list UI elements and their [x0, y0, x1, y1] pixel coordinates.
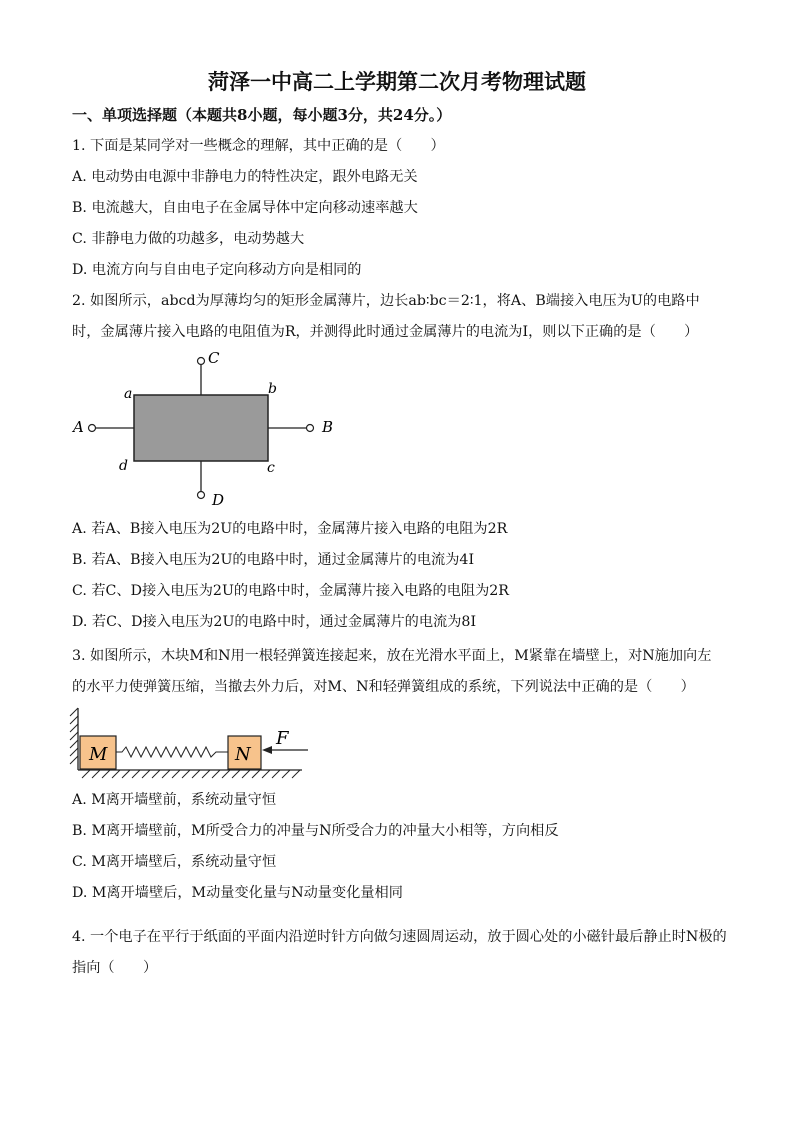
terminal-d [198, 492, 205, 499]
q2-option-b: B. 若A、B接入电压为2U的电路中时，通过金属薄片的电流为4I [72, 552, 475, 568]
spring [116, 747, 228, 757]
q2-stem-line1: 2. 如图所示，abcd为厚薄均匀的矩形金属薄片，边长ab∶bc＝2∶1，将A、B端接入电压为U的电路中 [72, 293, 700, 309]
q2-option-c: C. 若C、D接入电压为2U的电路中时，金属薄片接入电路的电阻为2R [72, 583, 509, 599]
label-a: a [124, 386, 133, 402]
q1-option-d: D. 电流方向与自由电子定向移动方向是相同的 [72, 262, 362, 278]
q1-option-c: C. 非静电力做的功越多，电动势越大 [72, 231, 305, 247]
metal-plate [134, 395, 268, 461]
label-b: b [268, 381, 277, 397]
label-M: M [89, 744, 108, 765]
wall-hatching [70, 708, 78, 764]
section-heading: 一、单项选择题（本题共8小题，每小题3分，共24分。） [72, 106, 452, 124]
label-d: d [119, 458, 128, 474]
label-B: B [322, 418, 334, 436]
q3-option-a: A. M离开墙壁前，系统动量守恒 [72, 792, 277, 808]
terminal-c [198, 358, 205, 365]
q1-stem: 1. 下面是某同学对一些概念的理解，其中正确的是（ ） [72, 138, 445, 154]
q3-option-d: D. M离开墙壁后，M动量变化量与N动量变化量相同 [72, 885, 403, 901]
label-C: C [208, 349, 220, 367]
page-title: 菏泽一中高二上学期第二次月考物理试题 [208, 69, 586, 94]
q1-option-a: A. 电动势由电源中非静电力的特性决定，跟外电路无关 [72, 169, 418, 185]
label-c: c [267, 460, 275, 476]
q3-stem-line2: 的水平力使弹簧压缩，当撤去外力后，对M、N和轻弹簧组成的系统，下列说法中正确的是（ ） [72, 679, 695, 695]
terminal-b [307, 425, 314, 432]
q2-option-d: D. 若C、D接入电压为2U的电路中时，通过金属薄片的电流为8I [72, 614, 477, 630]
q3-spring-figure [68, 704, 318, 780]
q2-plate-figure [60, 345, 360, 515]
q4-stem-line2: 指向（ ） [72, 960, 158, 976]
label-D: D [212, 491, 225, 509]
floor-hatching [82, 770, 300, 778]
terminal-a [89, 425, 96, 432]
q1-option-b: B. 电流越大，自由电子在金属导体中定向移动速率越大 [72, 200, 418, 216]
q2-option-a: A. 若A、B接入电压为2U的电路中时，金属薄片接入电路的电阻为2R [72, 521, 508, 537]
q3-option-b: B. M离开墙壁前，M所受合力的冲量与N所受合力的冲量大小相等，方向相反 [72, 823, 559, 839]
label-F: F [276, 728, 289, 749]
q3-option-c: C. M离开墙壁后，系统动量守恒 [72, 854, 277, 870]
q2-stem-line2: 时，金属薄片接入电路的电阻值为R，并测得此时通过金属薄片的电流为I，则以下正确的是（ ） [72, 324, 699, 340]
label-A: A [73, 418, 84, 436]
label-N: N [235, 744, 251, 765]
q3-stem-line1: 3. 如图所示，木块M和N用一根轻弹簧连接起来，放在光滑水平面上，M紧靠在墙壁上，对N施加向左 [72, 648, 712, 664]
q4-stem-line1: 4. 一个电子在平行于纸面的平面内沿逆时针方向做匀速圆周运动，放于圆心处的小磁针最后静止时N极的 [72, 929, 727, 945]
